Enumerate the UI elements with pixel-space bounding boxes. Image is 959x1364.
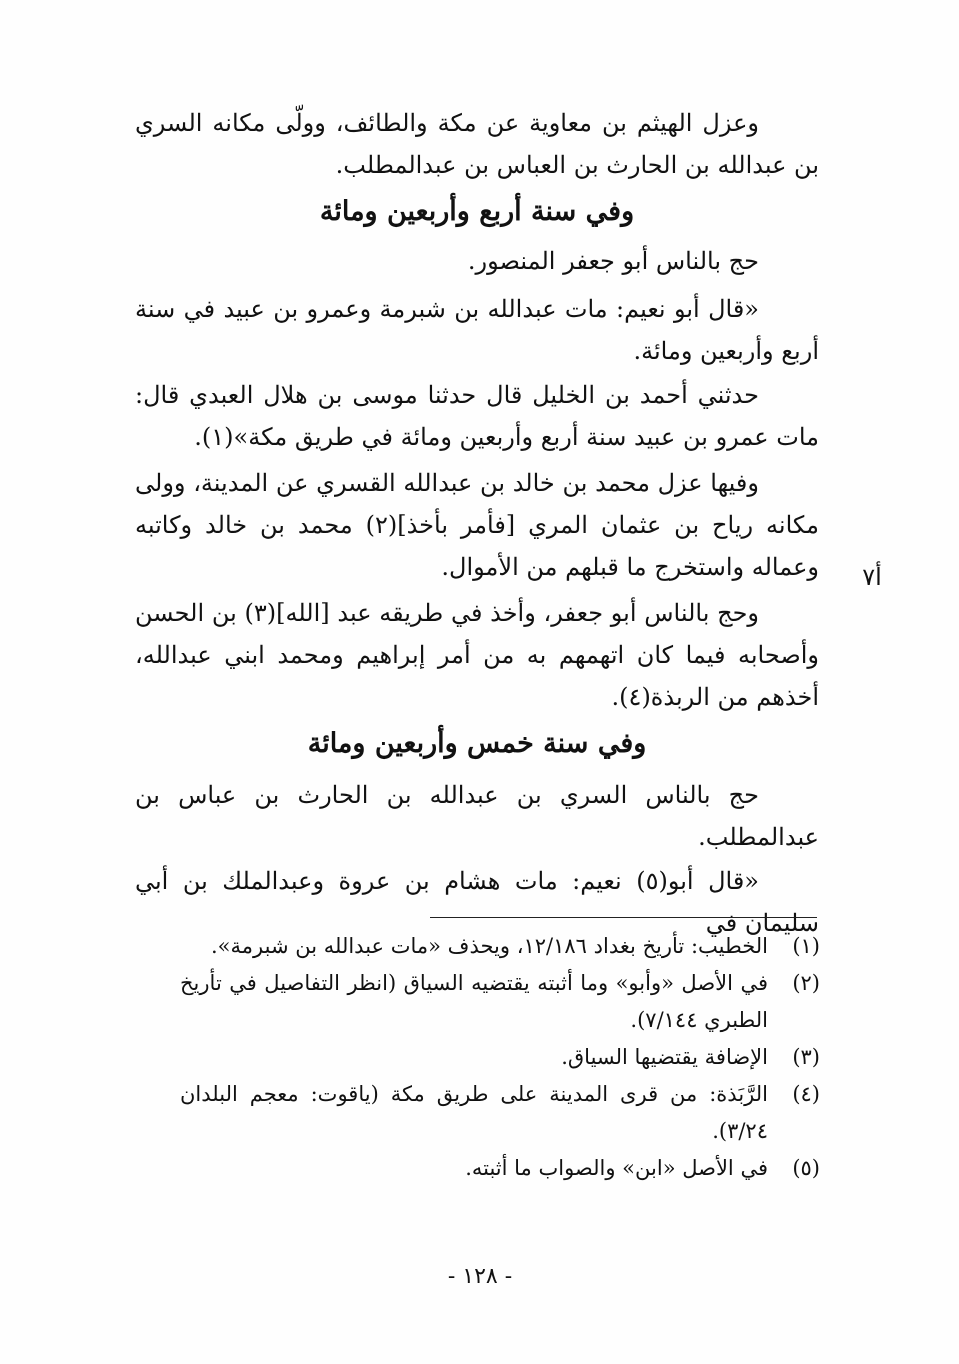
footnote-number: (١) <box>792 934 820 958</box>
section-heading-144: وفي سنة أربع وأربعين ومائة <box>319 196 635 227</box>
footnote-text: الإضافة يقتضيها السياق. <box>561 1045 768 1069</box>
footnote-item <box>180 965 820 1039</box>
page-number: - ١٢٨ - <box>447 1264 513 1289</box>
paragraph-5: وفيها عزل محمد بن خالد بن عبدالله القسري عن المدينة، وولى مكانه رياح بن عثمان المري [فأمر بأخذ](٢) محمد بن خالد وكاتبه وعماله واستخرج ما قبلهم من الأموال. <box>135 469 819 581</box>
footnote-number: (٣) <box>792 1045 820 1069</box>
footnote-item <box>180 1039 820 1076</box>
paragraph-2: حج بالناس أبو جعفر المنصور. <box>467 247 759 275</box>
manuscript-folio-marker: أ٧ <box>862 563 882 591</box>
footnote-number: (٥) <box>792 1156 820 1180</box>
paragraph-6: وحج بالناس أبو جعفر، وأخذ في طريقه عبد [الله](٣) بن الحسن وأصحابه فيما كان اتهمهم به من أمر إبراهيم ومحمد ابني عبدالله، أخذهم من الربذة(٤). <box>135 599 819 711</box>
paragraph-4: حدثني أحمد بن الخليل قال حدثنا موسى بن هلال العبدي قال: مات عمرو بن عبيد سنة أربع وأربعين ومائة في طريق مكة»(١). <box>135 381 819 451</box>
footnote-text: الرَّبَذة: من قرى المدينة على طريق مكة (ياقوت: معجم البلدان ٣/٢٤). <box>180 1082 768 1143</box>
footnote-number: (٢) <box>792 971 820 995</box>
paragraph-3: «قال أبو نعيم: مات عبدالله بن شبرمة وعمرو بن عبيد في سنة أربع وأربعين ومائة. <box>135 295 819 365</box>
footnote-item <box>180 1076 820 1150</box>
paragraph-1: وعزل الهيثم بن معاوية عن مكة والطائف، وولّى مكانه السري بن عبدالله بن الحارث بن العباس بن عبدالمطلب. <box>135 109 819 179</box>
footnote-item <box>180 1150 820 1187</box>
section-heading-145: وفي سنة خمس وأربعين ومائة <box>307 728 647 759</box>
footnote-text: الخطيب: تأريخ بغداد ١٢/١٨٦، ويحذف «مات عبدالله بن شبرمة». <box>211 934 768 958</box>
footnotes-list <box>180 928 820 1187</box>
footnote-number: (٤) <box>792 1082 820 1106</box>
paragraph-8: «قال أبو(٥) نعيم: مات هشام بن عروة وعبدالملك بن أبي سليمان في <box>135 867 819 937</box>
footnote-item <box>180 928 820 965</box>
footnote-text: في الأصل «وأبو» وما أثبته يقتضيه السياق (انظر التفاصيل في تأريخ الطبري ٧/١٤٤). <box>180 971 768 1032</box>
paragraph-7: حج بالناس السري بن عبدالله بن الحارث بن عباس بن عبدالمطلب. <box>135 781 819 851</box>
footnote-separator <box>430 917 817 918</box>
footnote-text: في الأصل «ابن» والصواب ما أثبته. <box>465 1156 768 1180</box>
